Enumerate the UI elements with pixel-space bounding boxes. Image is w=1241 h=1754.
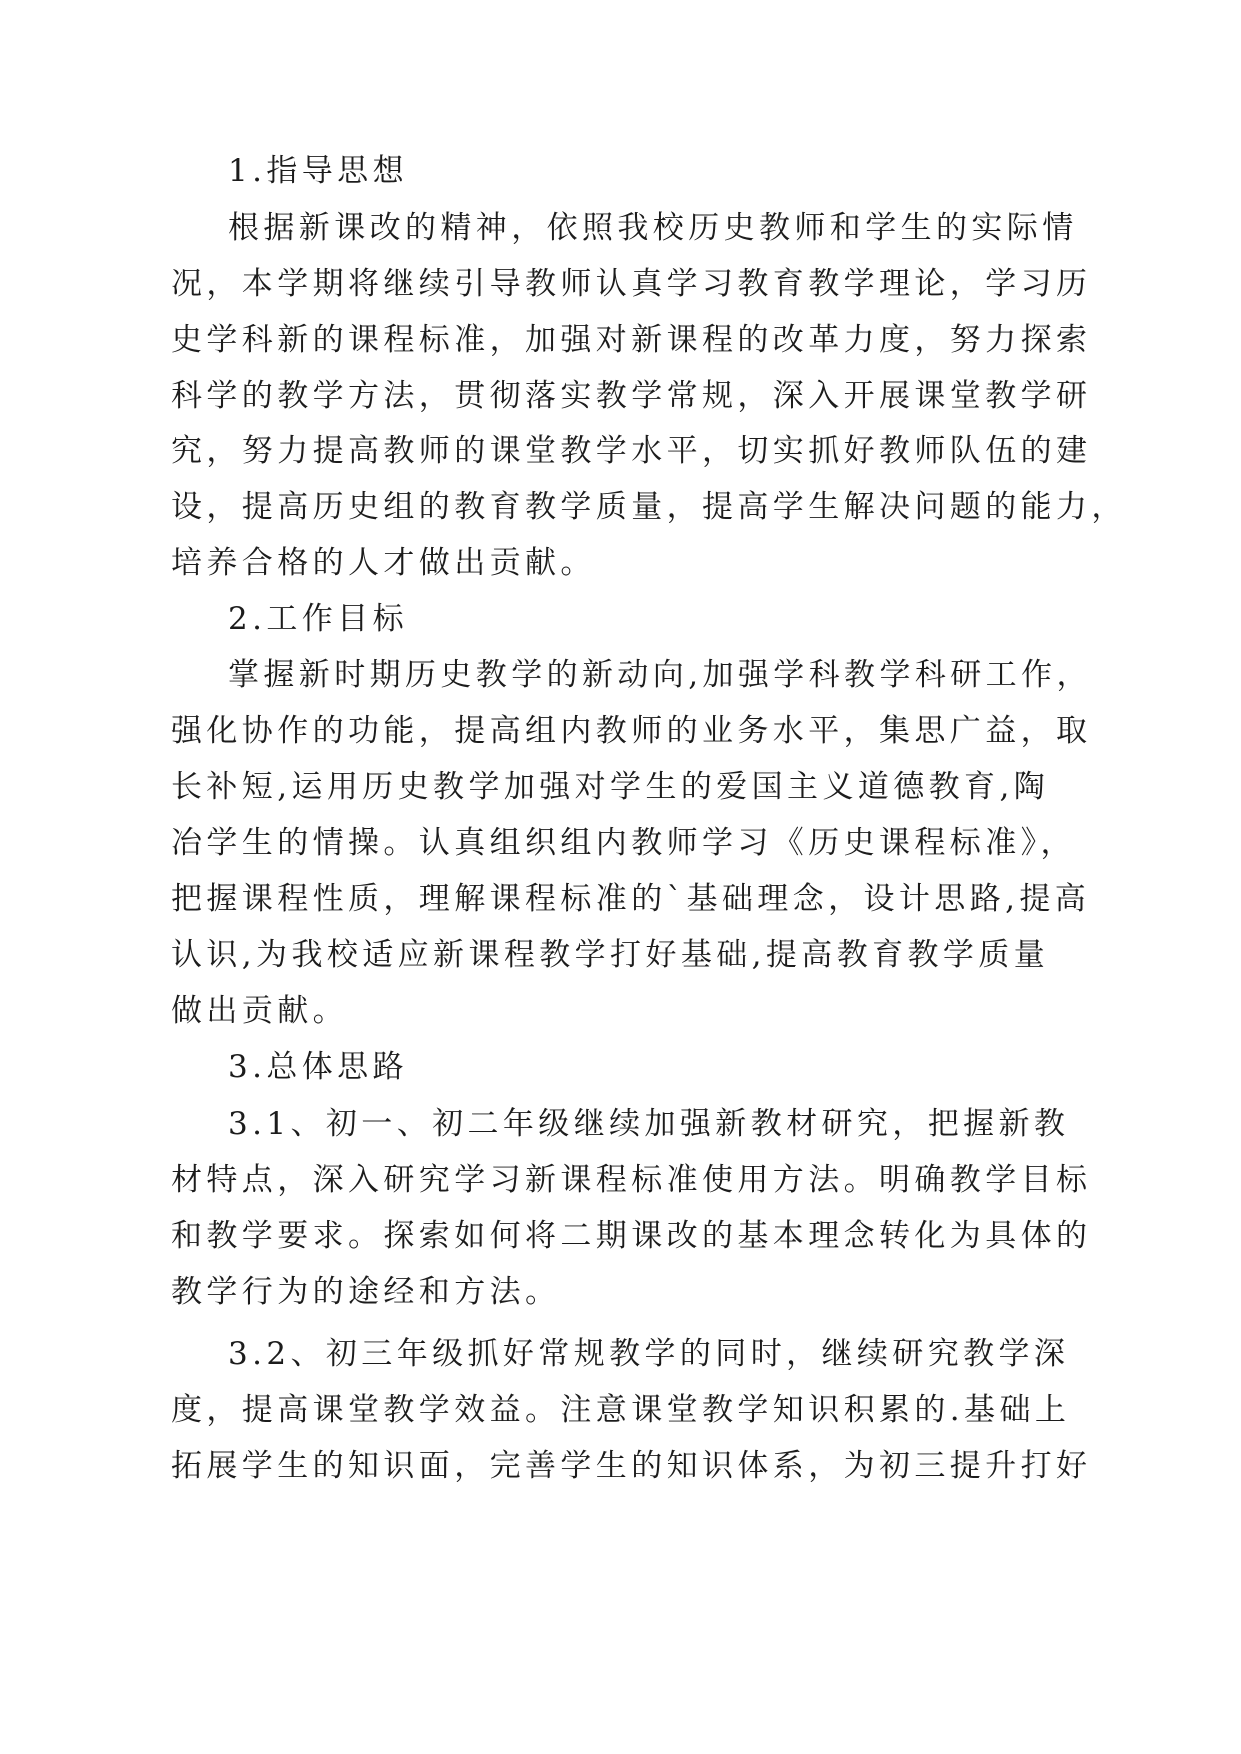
paragraph-line: 材特点，深入研究学习新课程标准使用方法。明确教学目标 (171, 1162, 1092, 1198)
paragraph-line: 度，提高课堂教学效益。注意课堂教学知识积累的.基础上 (171, 1392, 1071, 1428)
paragraph-line: 3.1、初一、初二年级继续加强新教材研究，把握新教 (228, 1106, 1070, 1142)
paragraph-line: 拓展学生的知识面，完善学生的知识体系，为初三提升打好 (171, 1448, 1092, 1484)
paragraph-line: 科学的教学方法，贯彻落实教学常规，深入开展课堂教学研 (171, 378, 1092, 414)
paragraph-line: 长补短,运用历史教学加强对学生的爱国主义道德教育,陶 (171, 769, 1050, 805)
paragraph-line: 掌握新时期历史教学的新动向,加强学科教学科研工作， (228, 657, 1092, 693)
paragraph-line: 做出贡献。 (171, 993, 348, 1029)
paragraph-line: 3.2、初三年级抓好常规教学的同时，继续研究教学深 (228, 1336, 1070, 1372)
paragraph-line: 冶学生的情操。认真组织组内教师学习《历史课程标准》， (171, 825, 1076, 861)
paragraph-line: 教学行为的途经和方法。 (171, 1274, 561, 1310)
paragraph-line: 究，努力提高教师的课堂教学水平，切实抓好教师队伍的建 (171, 433, 1092, 469)
paragraph-line: 设，提高历史组的教育教学质量，提高学生解决问题的能力， (171, 489, 1127, 525)
paragraph-line: 和教学要求。探索如何将二期课改的基本理念转化为具体的 (171, 1218, 1092, 1254)
paragraph-line: 强化协作的功能，提高组内教师的业务水平，集思广益，取 (171, 713, 1092, 749)
heading-work-goals: 2.工作目标 (228, 601, 408, 637)
paragraph-line: 把握课程性质，理解课程标准的`基础理念，设计思路,提高 (171, 881, 1091, 917)
paragraph-line: 培养合格的人才做出贡献。 (171, 545, 596, 581)
paragraph-line: 况，本学期将继续引导教师认真学习教育教学理论，学习历 (171, 266, 1092, 302)
heading-guiding-ideology: 1.指导思想 (228, 153, 408, 189)
paragraph-line: 根据新课改的精神，依照我校历史教师和学生的实际情 (228, 210, 1078, 246)
heading-overall-approach: 3.总体思路 (228, 1049, 408, 1085)
paragraph-line: 史学科新的课程标准，加强对新课程的改革力度，努力探索 (171, 322, 1092, 358)
paragraph-line: 认识,为我校适应新课程教学打好基础,提高教育教学质量 (171, 937, 1050, 973)
